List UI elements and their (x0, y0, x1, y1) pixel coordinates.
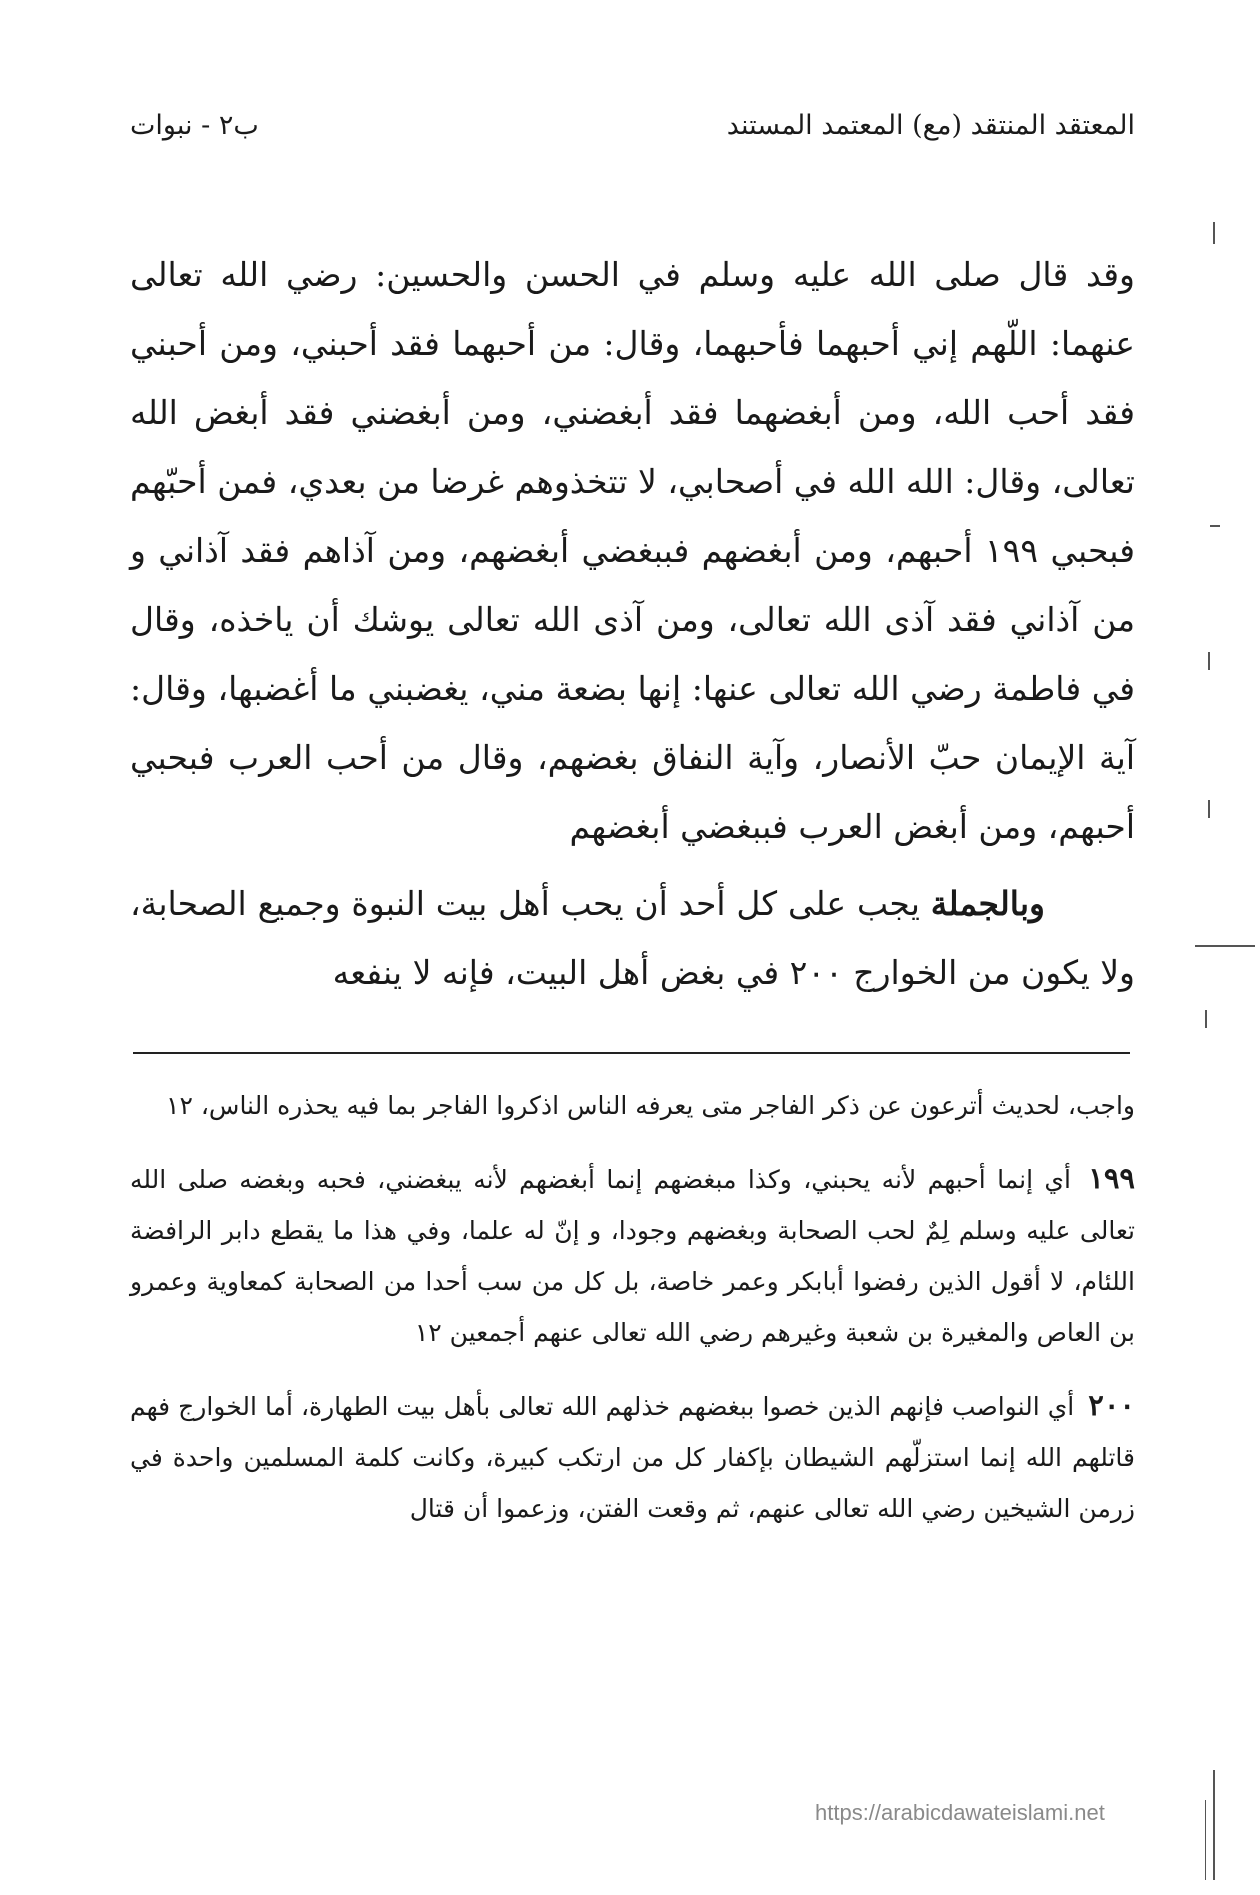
paragraph-2-text: يجب على كل أحد أن يحب أهل بيت النبوة وجميع الصحابة، ولا يكون من الخوارج ٢٠٠ في بغض أهل البيت، فإنه لا ينفعه (130, 884, 1135, 992)
footnote-200 (130, 1380, 1135, 1534)
footnote-text: أي إنما أحبهم لأنه يحبني، وكذا مبغضهم إنما أبغضهم لأنه يبغضني، فحبه وبغضه صلى الله تعالى عليه وسلم لِمٌ لحب الصحابة وبغضهم وجودا، و إنّ له علما، وفي هذا ما يقطع دابر الرافضة اللئام، لا أقول الذين رفضوا أبابكر وعمر خاصة، بل كل من سب أحدا من الصحابة كمعاوية وعمرو بن العاص والمغيرة بن شعبة وغيرهم رضي الله تعالى عنهم أجمعين ١٢ (130, 1165, 1135, 1347)
main-text (130, 240, 1135, 1007)
margin-mark (1208, 800, 1210, 818)
footnote-number: ١٩٩ (1088, 1161, 1136, 1195)
margin-mark (1205, 1800, 1206, 1880)
margin-mark (1213, 1770, 1215, 1880)
margin-mark (1208, 652, 1210, 670)
footnote-separator (133, 1052, 1130, 1054)
footnote-199 (130, 1153, 1135, 1358)
paragraph-lead-word: وبالجملة (930, 884, 1045, 923)
footnote-number: ٢٠٠ (1088, 1388, 1135, 1422)
header-book-title: المعتقد المنتقد (مع) المعتمد المستند (726, 109, 1135, 141)
body-paragraph-2 (130, 869, 1135, 1007)
margin-mark (1213, 222, 1215, 244)
margin-mark (1205, 1010, 1207, 1028)
margin-mark (1210, 525, 1220, 527)
margin-mark (1195, 945, 1255, 947)
running-header (130, 100, 1135, 150)
watermark-url: https://arabicdawateislami.net (815, 1800, 1105, 1825)
header-chapter: ب٢ - نبوات (130, 109, 259, 141)
footnotes (130, 1080, 1135, 1556)
footnote-text: أي النواصب فإنهم الذين خصوا ببغضهم خذلهم الله تعالى بأهل بيت الطهارة، أما الخوارج فهم قاتلهم الله إنما استزلّهم الشيطان بإكفار كل من ارتكب كبيرة، وكانت كلمة المسلمين واحدة في زرمن الشيخين رضي الله تعالى عنهم، ثم وقعت الفتن، وزعموا أن قتال (130, 1392, 1135, 1523)
body-paragraph-1: وقد قال صلى الله عليه وسلم في الحسن والحسين: رضي الله تعالى عنهما: اللّهم إني أحبهما فأحبهما، وقال: من أحبهما فقد أحبني، ومن أحبني فقد أحب الله، ومن أبغضهما فقد أبغضني، ومن أبغضني فقد أبغض الله تعالى، وقال: الله الله في أصحابي، لا تتخذوهم غرضا من بعدي، فمن أحبّهم فبحبي ١٩٩ أحبهم، ومن أبغضهم فببغضي أبغضهم، ومن آذاهم فقد آذاني و من آذاني فقد آذى الله تعالى، ومن آذى الله تعالى يوشك أن ياخذه، وقال في فاطمة رضي الله تعالى عنها: إنها بضعة مني، يغضبني ما أغضبها، وقال: آية الإيمان حبّ الأنصار، وآية النفاق بغضهم، وقال من أحب العرب فبحبي أحبهم، ومن أبغض العرب فببغضي أبغضهم (130, 255, 1135, 846)
footnote-continued: واجب، لحديث أترعون عن ذكر الفاجر متى يعرفه الناس اذكروا الفاجر بما فيه يحذره الناس، ١٢ (166, 1091, 1135, 1120)
